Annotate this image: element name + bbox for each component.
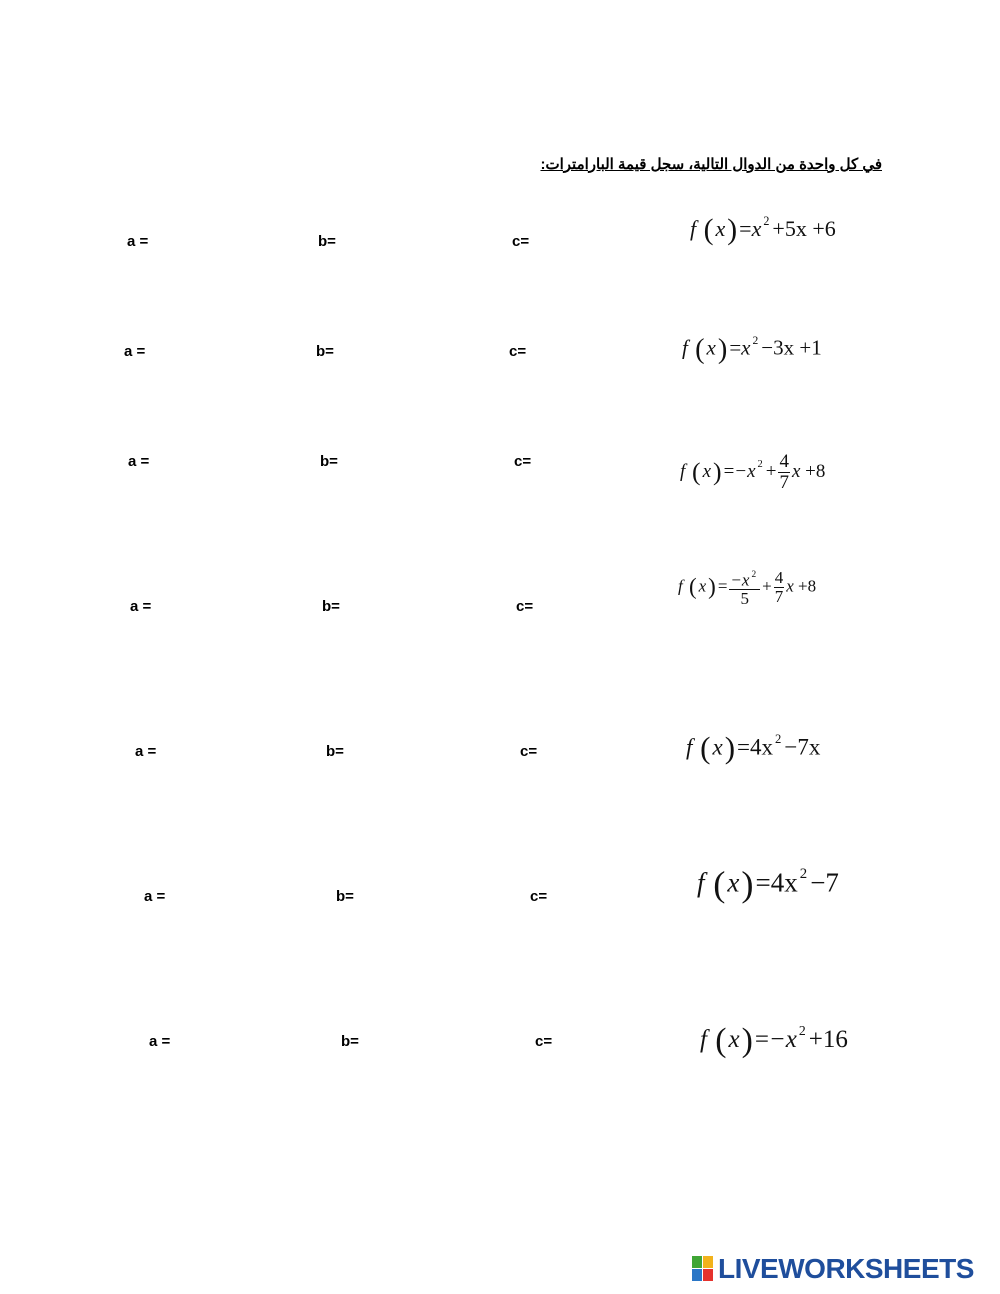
function-row-6 (0, 864, 1000, 943)
c-label: c= (530, 888, 547, 905)
function-row-3 (0, 448, 1000, 508)
function-6-equation: f (x)=4x $^2$ −7 (697, 864, 839, 904)
function-row-2 (0, 334, 1000, 398)
fraction: $\frac{4}{7}$ (779, 451, 789, 493)
c-label: c= (512, 233, 529, 250)
b-label: b= (316, 343, 334, 360)
fraction: $\frac{-x ^2}{5}$ (729, 567, 760, 608)
c-input-3[interactable] (537, 450, 631, 472)
c-label: c= (514, 453, 531, 470)
c-label: c= (516, 598, 533, 615)
function-row-4 (0, 568, 1000, 653)
a-input-7[interactable] (176, 1030, 270, 1052)
fraction: $\frac{4}{7}$ (774, 568, 784, 607)
c-input-5[interactable] (543, 740, 637, 762)
a-input-3[interactable] (155, 450, 249, 472)
a-label: a = (149, 1033, 170, 1050)
c-input-1[interactable] (535, 230, 629, 252)
function-row-5 (0, 730, 1000, 798)
c-label: c= (520, 743, 537, 760)
b-label: b= (336, 888, 354, 905)
b-input-4[interactable] (346, 595, 440, 617)
b-label: b= (326, 743, 344, 760)
c-input-6[interactable] (553, 885, 647, 907)
liveworksheets-wordmark: LIVEWORKSHEETS (718, 1253, 974, 1284)
b-input-1[interactable] (342, 230, 436, 252)
c-label: c= (535, 1033, 552, 1050)
b-label: b= (341, 1033, 359, 1050)
function-2-equation: f (x)=x $^2$ −3x +1 (682, 334, 822, 365)
a-input-4[interactable] (157, 595, 251, 617)
a-input-2[interactable] (151, 340, 245, 362)
c-label: c= (509, 343, 526, 360)
function-3-equation: f ( x) =−x $^2$ + $\frac{4}{7}$ x +8 (680, 451, 826, 493)
a-label: a = (135, 743, 156, 760)
function-1-equation: f (x)=x $^2$ +5x +6 (690, 214, 836, 247)
b-input-3[interactable] (344, 450, 438, 472)
b-input-7[interactable] (365, 1030, 459, 1052)
instructions-heading: في كل واحدة من الدوال التالية، سجل قيمة البارامترات: (540, 156, 882, 173)
b-input-2[interactable] (340, 340, 434, 362)
a-label: a = (128, 453, 149, 470)
b-label: b= (318, 233, 336, 250)
liveworksheets-logo (692, 1253, 974, 1285)
function-4-equation: f ( x) = $\frac{-x ^2}{5}$ + $\frac{4}{7}$ x +8 (678, 568, 817, 609)
a-label: a = (124, 343, 145, 360)
function-7-equation: f (x)=−x $^2$ +16 (700, 1022, 848, 1059)
b-input-5[interactable] (350, 740, 444, 762)
function-row-1 (0, 214, 1000, 288)
c-input-7[interactable] (558, 1030, 652, 1052)
c-input-2[interactable] (532, 340, 626, 362)
c-input-4[interactable] (539, 595, 633, 617)
liveworksheets-mark-icon (692, 1256, 714, 1282)
a-label: a = (130, 598, 151, 615)
function-5-equation: f (x)=4x $^2$ −7x (686, 730, 821, 765)
a-input-5[interactable] (162, 740, 256, 762)
a-label: a = (144, 888, 165, 905)
b-label: b= (322, 598, 340, 615)
b-input-6[interactable] (360, 885, 454, 907)
a-input-1[interactable] (154, 230, 248, 252)
a-input-6[interactable] (171, 885, 265, 907)
function-row-7 (0, 1022, 1000, 1088)
a-label: a = (127, 233, 148, 250)
b-label: b= (320, 453, 338, 470)
